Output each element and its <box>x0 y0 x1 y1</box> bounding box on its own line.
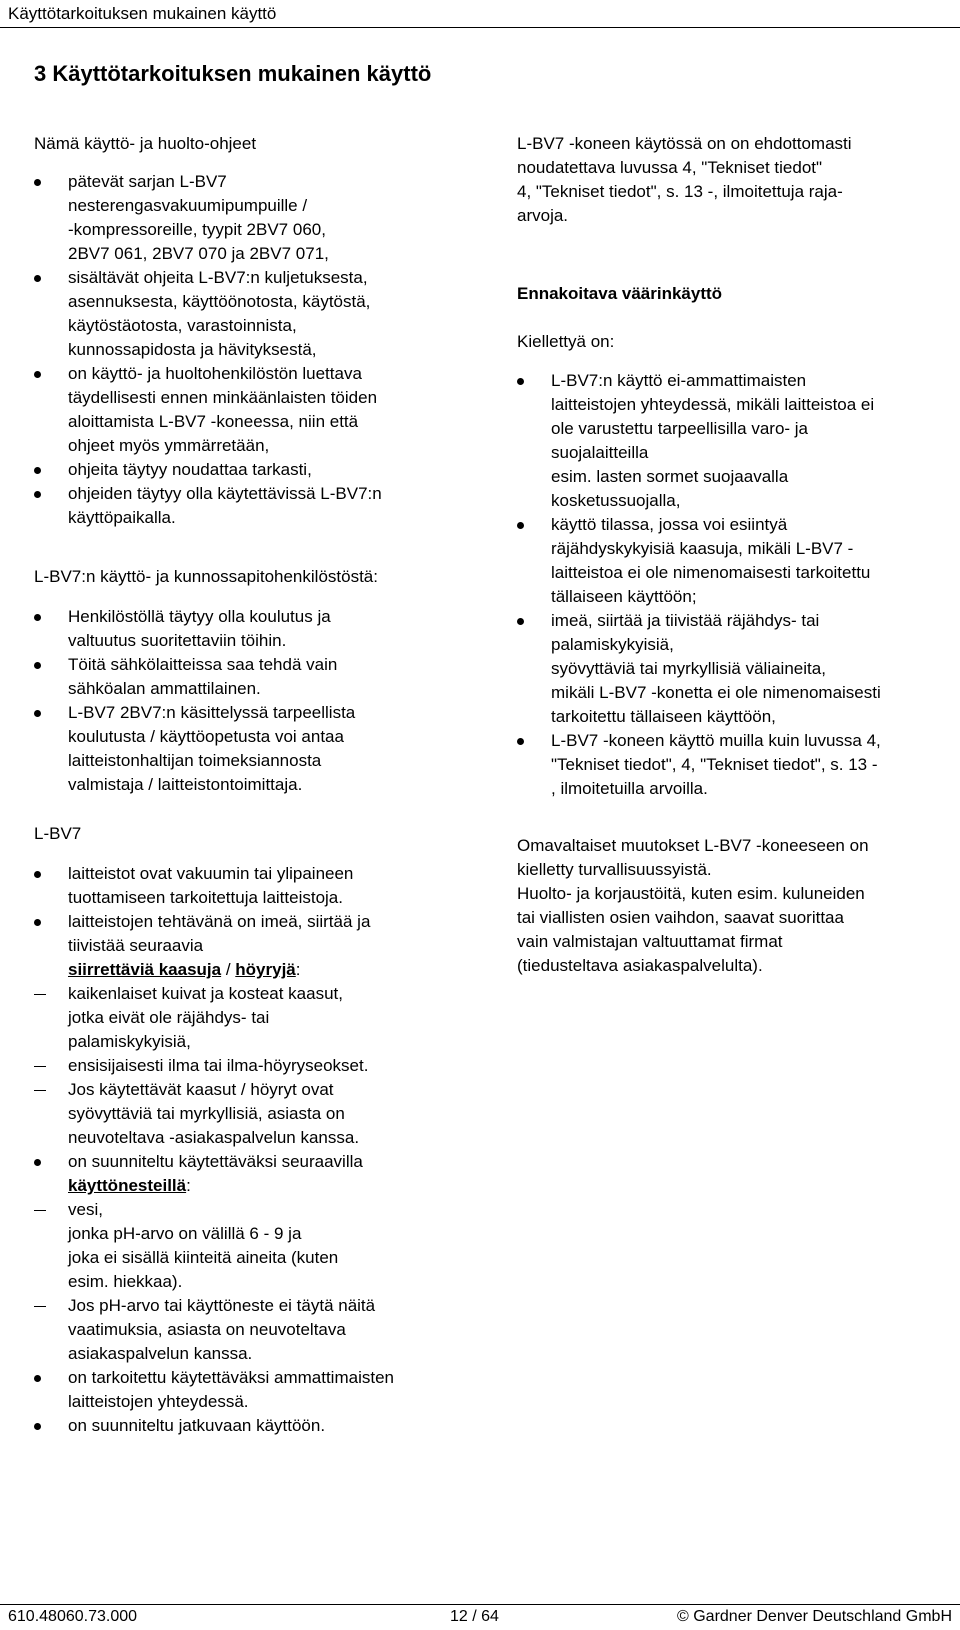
bullet-icon <box>517 738 524 745</box>
bullet-icon <box>34 1375 41 1382</box>
bullet-icon <box>34 919 41 926</box>
bullet-icon <box>34 662 41 669</box>
modifications-block <box>517 834 957 978</box>
dash-icon <box>34 1066 46 1067</box>
vapours-term: höyryjä <box>235 960 296 979</box>
page-number: 12 / 64 <box>450 1608 499 1625</box>
lbv7-heading-block <box>34 822 474 846</box>
list-item: Henkilöstöllä täytyy olla koulutus ja valtuutus suoritettaviin töihin. <box>34 605 474 653</box>
list-item: pätevät sarjan L-BV7 nesterengasvakuumipumpuille / -kompressoreille, tyypit 2BV7 060, 2BV7 061, 2BV7 070 ja 2BV7 071, <box>34 170 474 266</box>
staff-list-block <box>34 605 474 797</box>
dash-item: kaikenlaiset kuivat ja kosteat kaasut, jotka eivät ole räjähdys- tai palamiskykyisiä, <box>34 982 474 1054</box>
footer-rule <box>0 1604 960 1605</box>
list-item: L-BV7 -koneen käyttö muilla kuin luvussa 4, "Tekniset tiedot", 4, "Tekniset tiedot", s. 13 - , ilmoitetuilla arvoilla. <box>517 729 957 801</box>
intro-block <box>34 132 474 156</box>
list-item: imeä, siirtää ja tiivistää räjähdys- tai palamiskykyisiä, syövyttäviä tai myrkyllisiä väliaineita, mikäli L-BV7 -konetta ei ole nimenomaisesti tarkoitettu tällaiseen käyttöön, <box>517 609 957 729</box>
prohibited-block <box>517 330 957 354</box>
gas-dash-list <box>34 982 474 1150</box>
dash-icon <box>34 1306 46 1307</box>
dash-icon <box>34 994 46 995</box>
service-text: Huolto- ja korjaustöitä, kuten esim. kuluneiden tai viallisten osien vaihdon, saavat suorittaa vain valmistajan valtuuttamat firmat (tiedusteltava asiakaspalvelulta). <box>517 884 865 975</box>
fluids-term: käyttönesteillä <box>68 1176 187 1195</box>
scope-list-block <box>34 170 474 530</box>
misuse-list <box>517 369 957 801</box>
scope-list <box>34 170 474 530</box>
bullet-icon <box>34 710 41 717</box>
dash-icon <box>34 1090 46 1091</box>
lbv7-list <box>34 862 474 982</box>
bullet-icon <box>34 871 41 878</box>
lbv7-list-cont <box>34 1150 474 1198</box>
list-item: ohjeita täytyy noudattaa tarkasti, <box>34 458 474 482</box>
misuse-heading-block <box>517 282 957 306</box>
prohibited-label: Kiellettyä on: <box>517 332 615 351</box>
limits-block <box>517 132 957 228</box>
dash-item: vesi, jonka pH-arvo on välillä 6 - 9 ja joka ei sisällä kiinteitä aineita (kuten esim. hiekkaa). <box>34 1198 474 1294</box>
bullet-icon <box>517 522 524 529</box>
list-item: on tarkoitettu käytettäväksi ammattimaisten laitteistojen yhteydessä. <box>34 1366 474 1414</box>
list-item: laitteistojen tehtävänä on imeä, siirtää ja tiivistää seuraavia siirrettäviä kaasuja / höyryjä: <box>34 910 474 982</box>
bullet-icon <box>517 378 524 385</box>
misuse-heading: Ennakoitava väärinkäyttö <box>517 284 723 303</box>
lbv7-list-block <box>34 862 474 1438</box>
header-rule <box>0 27 960 28</box>
bullet-icon <box>34 1423 41 1430</box>
list-item: ohjeiden täytyy olla käytettävissä L-BV7:n käyttöpaikalla. <box>34 482 474 530</box>
limits-text: L-BV7 -koneen käytössä on on ehdottomasti noudatettava luvussa 4, "Tekniset tiedot" 4, "Tekniset tiedot", s. 13 -, ilmoitettuja raja- arvoja. <box>517 134 852 225</box>
intro-text: Nämä käyttö- ja huolto-ohjeet <box>34 134 257 153</box>
staff-heading: L-BV7:n käyttö- ja kunnossapitohenkilöstöstä: <box>34 567 378 586</box>
doc-number: 610.48060.73.000 <box>8 1608 138 1625</box>
staff-list <box>34 605 474 797</box>
list-item: Töitä sähkölaitteissa saa tehdä vain sähköalan ammattilainen. <box>34 653 474 701</box>
dash-item: Jos pH-arvo tai käyttöneste ei täytä näitä vaatimuksia, asiasta on neuvoteltava asiakaspalvelun kanssa. <box>34 1294 474 1366</box>
bullet-icon <box>34 179 41 186</box>
section-heading: 3 Käyttötarkoituksen mukainen käyttö <box>34 61 432 86</box>
bullet-icon <box>34 614 41 621</box>
misuse-list-block <box>517 369 957 801</box>
running-header: Käyttötarkoituksen mukainen käyttö <box>8 4 277 23</box>
list-item: on suunniteltu käytettäväksi seuraavilla käyttönesteillä: <box>34 1150 474 1198</box>
dash-item: ensisijaisesti ilma tai ilma-höyryseokset. <box>34 1054 474 1078</box>
bullet-icon <box>34 275 41 282</box>
list-item: sisältävät ohjeita L-BV7:n kuljetuksesta, asennuksesta, käyttöönotosta, käytöstä, käytöstäotosta, varastoinnista, kunnossapidosta ja hävityksestä, <box>34 266 474 362</box>
dash-icon <box>34 1210 46 1211</box>
list-item: L-BV7 2BV7:n käsittelyssä tarpeellista koulutusta / käyttöopetusta voi antaa laitteistonhaltijan toimeksiannosta valmistaja / laitteistontoimittaja. <box>34 701 474 797</box>
list-item: käyttö tilassa, jossa voi esiintyä räjähdyskykyisiä kaasuja, mikäli L-BV7 - laitteistoa ei ole nimenomaisesti tarkoitettu tällaiseen käyttöön; <box>517 513 957 609</box>
modifications-text: Omavaltaiset muutokset L-BV7 -koneeseen on kielletty turvallisuussyistä. <box>517 836 869 879</box>
bullet-icon <box>34 371 41 378</box>
bullet-icon <box>34 491 41 498</box>
bullet-icon <box>34 467 41 474</box>
copyright: © Gardner Denver Deutschland GmbH <box>676 1608 952 1625</box>
fluid-dash-list <box>34 1198 474 1366</box>
dash-item: Jos käytettävät kaasut / höyryt ovat syövyttäviä tai myrkyllisiä, asiasta on neuvoteltava -asiakaspalvelun kanssa. <box>34 1078 474 1150</box>
list-item: on suunniteltu jatkuvaan käyttöön. <box>34 1414 474 1438</box>
gases-term: siirrettäviä kaasuja <box>68 960 222 979</box>
lbv7-list-end <box>34 1366 474 1438</box>
list-item: L-BV7:n käyttö ei-ammattimaisten laitteistojen yhteydessä, mikäli laitteistoa ei ole varustettu tarpeellisilla varo- ja suojalaitteilla esim. lasten sormet suojaavalla kosketussuojalla, <box>517 369 957 513</box>
lbv7-heading: L-BV7 <box>34 824 82 843</box>
bullet-icon <box>517 618 524 625</box>
list-item: on käyttö- ja huoltohenkilöstön luettava täydellisesti ennen minkäänlaisten töiden aloittamista L-BV7 -koneessa, niin että ohjeet myös ymmärretään, <box>34 362 474 458</box>
staff-heading-block <box>34 565 474 589</box>
bullet-icon <box>34 1159 41 1166</box>
list-item: laitteistot ovat vakuumin tai ylipaineen tuottamiseen tarkoitettuja laitteistoja. <box>34 862 474 910</box>
